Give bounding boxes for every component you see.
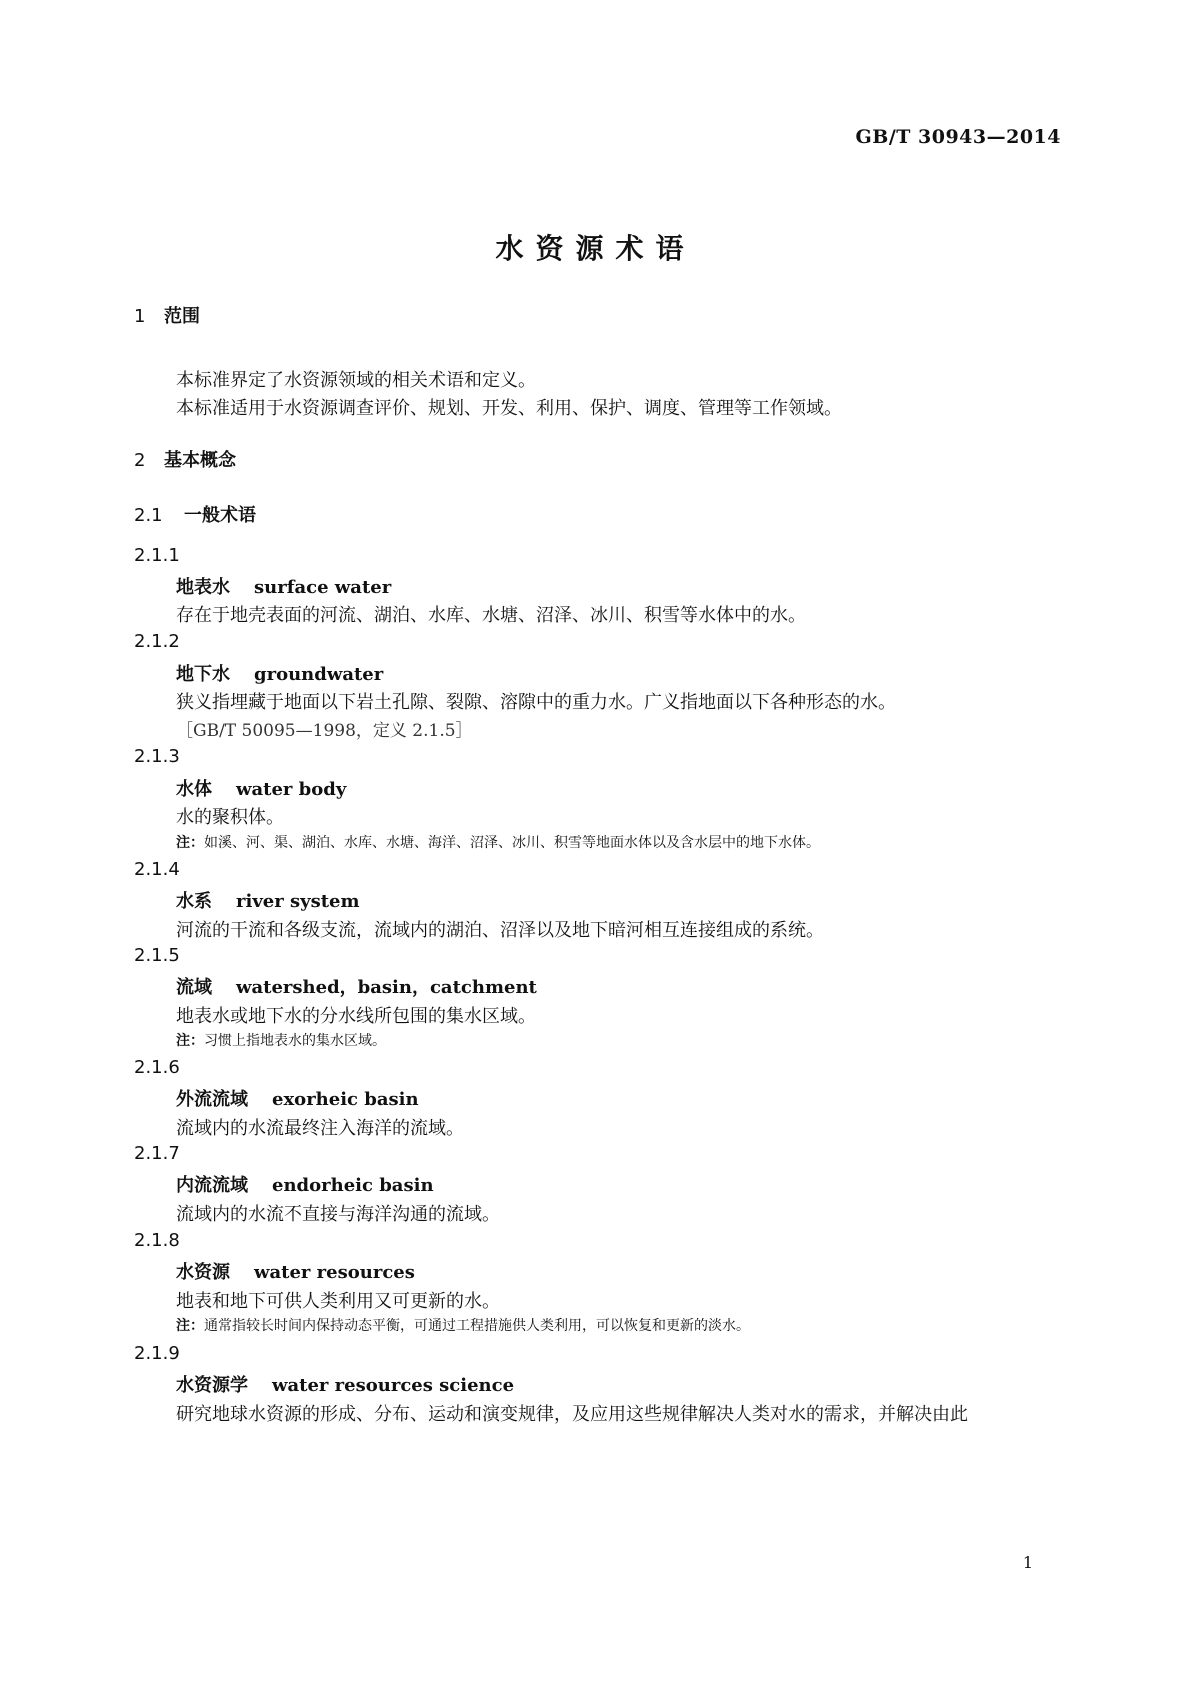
term-en: exorheic basin — [272, 1089, 419, 1110]
term-definition: 流域内的水流最终注入海洋的流域。 — [176, 1118, 464, 1139]
subsection-heading — [134, 501, 256, 527]
term-zh: 地下水 — [176, 664, 230, 685]
term-heading — [176, 1371, 514, 1397]
term-en: watershed，basin，catchment — [236, 977, 537, 998]
section-title: 基本概念 — [164, 450, 236, 471]
term-definition: 水的聚积体。 — [176, 807, 284, 828]
term-heading — [176, 775, 346, 801]
term-zh: 水体 — [176, 779, 212, 800]
note-text: 习惯上指地表水的集水区域。 — [204, 1033, 386, 1049]
term-en: water body — [236, 779, 347, 800]
term-source: ［GB/T 50095—1998，定义 2.1.5］ — [176, 721, 473, 741]
term-note — [176, 1315, 750, 1335]
section-number: 2 — [134, 450, 146, 471]
term-en: endorheic basin — [272, 1175, 434, 1196]
term-heading — [176, 660, 383, 686]
term-zh: 地表水 — [176, 577, 230, 598]
term-definition: 地表和地下可供人类利用又可更新的水。 — [176, 1291, 500, 1312]
page-number: 1 — [1022, 1553, 1033, 1572]
term-number: 2.1.4 — [134, 859, 180, 880]
subsection-number: 2.1 — [134, 505, 163, 526]
term-note — [176, 832, 820, 852]
subsection-title: 一般术语 — [184, 505, 256, 526]
note-label: 注： — [176, 835, 204, 851]
term-definition: 研究地球水资源的形成、分布、运动和演变规律，及应用这些规律解决人类对水的需求，并解决由此 — [176, 1404, 968, 1425]
term-number: 2.1.1 — [134, 545, 180, 566]
term-note — [176, 1030, 386, 1050]
note-text: 如溪、河、渠、湖泊、水库、水塘、海洋、沼泽、冰川、积雪等地面水体以及含水层中的地下水体。 — [204, 835, 820, 851]
term-number: 2.1.7 — [134, 1143, 180, 1164]
term-definition: 狭义指埋藏于地面以下岩土孔隙、裂隙、溶隙中的重力水。广义指地面以下各种形态的水。 — [176, 692, 896, 713]
term-en: surface water — [254, 577, 392, 598]
section-title: 范围 — [164, 306, 200, 327]
term-number: 2.1.6 — [134, 1057, 180, 1078]
term-heading — [176, 887, 360, 913]
document-title: 水资源术语 — [495, 232, 696, 265]
term-zh: 水系 — [176, 891, 212, 912]
term-zh: 外流流域 — [176, 1089, 248, 1110]
term-en: water resources science — [272, 1375, 515, 1396]
term-heading — [176, 1171, 434, 1197]
term-number: 2.1.2 — [134, 631, 180, 652]
term-zh: 水资源 — [176, 1262, 230, 1283]
term-definition: 河流的干流和各级支流，流域内的湖泊、沼泽以及地下暗河相互连接组成的系统。 — [176, 920, 824, 941]
term-definition: 地表水或地下水的分水线所包围的集水区域。 — [176, 1006, 536, 1027]
scope-paragraph: 本标准适用于水资源调查评价、规划、开发、利用、保护、调度、管理等工作领域。 — [176, 398, 842, 419]
term-en: groundwater — [254, 664, 384, 685]
term-zh: 流域 — [176, 977, 212, 998]
section-scope-heading — [134, 302, 200, 328]
term-number: 2.1.8 — [134, 1230, 180, 1251]
term-heading — [176, 1085, 419, 1111]
term-number: 2.1.3 — [134, 746, 180, 767]
scope-paragraph: 本标准界定了水资源领域的相关术语和定义。 — [176, 370, 536, 391]
term-en: water resources — [254, 1262, 415, 1283]
standard-number: GB/T 30943—2014 — [855, 126, 1061, 148]
term-zh: 水资源学 — [176, 1375, 248, 1396]
note-label: 注： — [176, 1033, 204, 1049]
section-number: 1 — [134, 306, 146, 327]
term-number: 2.1.9 — [134, 1343, 180, 1364]
term-zh: 内流流域 — [176, 1175, 248, 1196]
term-definition: 流域内的水流不直接与海洋沟通的流域。 — [176, 1204, 500, 1225]
note-text: 通常指较长时间内保持动态平衡，可通过工程措施供人类利用，可以恢复和更新的淡水。 — [204, 1318, 750, 1334]
term-number: 2.1.5 — [134, 945, 180, 966]
note-label: 注： — [176, 1318, 204, 1334]
term-heading — [176, 573, 391, 599]
term-definition: 存在于地壳表面的河流、湖泊、水库、水塘、沼泽、冰川、积雪等水体中的水。 — [176, 605, 806, 626]
term-heading — [176, 1258, 415, 1284]
term-en: river system — [236, 891, 360, 912]
term-heading — [176, 973, 537, 999]
section-basic-heading — [134, 446, 236, 472]
